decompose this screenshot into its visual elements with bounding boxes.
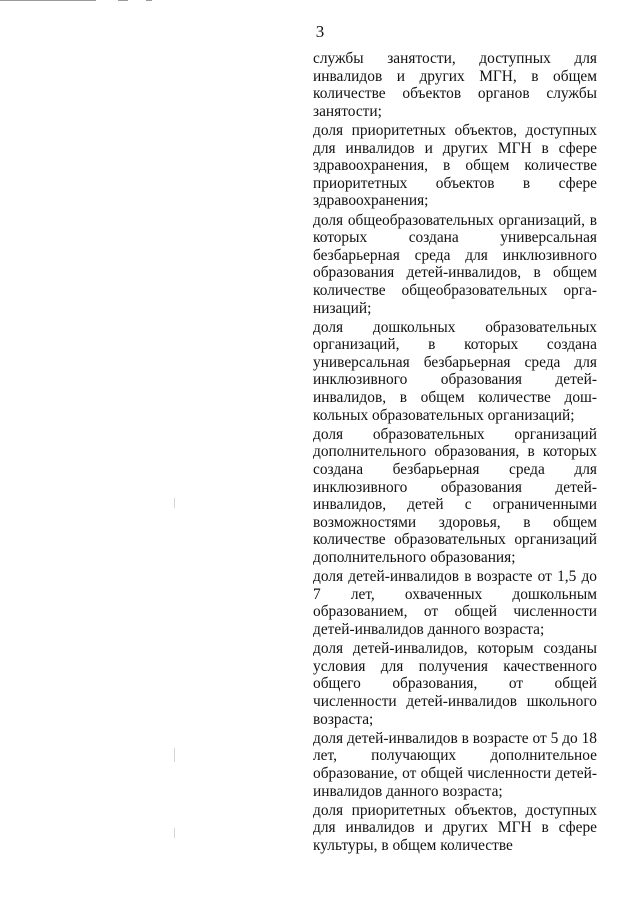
top-edge-rule	[118, 0, 128, 1]
list-item: доля дошкольных образовательных организаций, в которых создана универсальная безбарьерная среда для инклюзивного образования детей-инвалидов, в общем количестве дош-кольных образовательных организаций;	[313, 318, 597, 424]
scan-artifact-mark	[174, 498, 175, 508]
list-item: доля приоритетных объектов, доступных для инвалидов и других МГН в сфере здравоохранения, в общем количестве приоритетных объектов в сфере здравоохранения;	[313, 121, 597, 210]
top-edge-rule	[146, 0, 152, 1]
list-item: доля образовательных организаций дополнительного образования, в которых создана безбарьерная среда для инклюзивного образования детей-инвалидов, детей с ограниченными возможностями здоровья, в общем количестве образовательных организаций дополнительного образования;	[313, 425, 597, 566]
scan-artifact-mark	[174, 748, 175, 762]
list-item: доля детей-инвалидов в возрасте от 1,5 до 7 лет, охваченных дошкольным образованием, от общей численности детей-инвалидов данного возраста;	[313, 568, 597, 638]
list-item: доля детей-инвалидов в возрасте от 5 до 18 лет, получающих дополнительное образование, от общей численности детей-инвалидов данного возраста;	[313, 729, 597, 800]
list-item: службы занятости, доступных для инвалидов и других МГН, в общем количестве объектов органов службы занятости;	[313, 50, 597, 120]
top-edge-rule	[0, 0, 96, 1]
document-text-column	[313, 50, 597, 854]
page-number: 3	[315, 22, 325, 41]
list-item: доля приоритетных объектов, доступных для инвалидов и других МГН в сфере культуры, в общем количестве	[313, 801, 597, 854]
list-item: доля детей-инвалидов, которым созданы условия для получения качественного общего образования, от общей численности детей-инвалидов школьного возраста;	[313, 640, 597, 728]
scan-artifact-mark	[174, 828, 175, 838]
list-item: доля общеобразовательных организаций, в которых создана универсальная безбарьерная среда для инклюзивного образования детей-инвалидов, в общем количестве общеобразовательных орга-низаций;	[313, 211, 597, 317]
